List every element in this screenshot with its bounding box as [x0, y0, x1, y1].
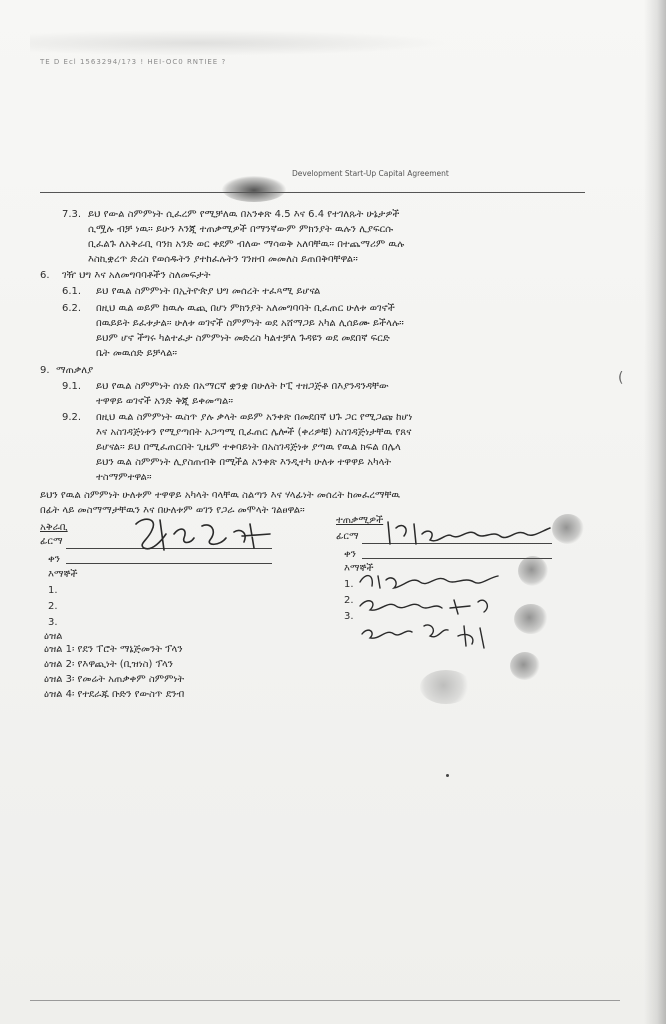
scan-speck — [446, 774, 449, 777]
beneficiaries-witness-2: 2. — [344, 595, 354, 606]
annex-item: ዕዝል 3፡ የመሬት አጠቃቀም ስምምነት — [44, 674, 185, 685]
clause-number: 6.2. — [62, 303, 82, 314]
clause-line: ይህም ሆኖ ችግሩ ካልተፈታ ስምምነት መድረስ ካልተቻለ ጉዳዩን ወደ መደበኛ ፍርድ — [96, 333, 390, 344]
supplier-witness-3: 3. — [48, 617, 58, 628]
witness-signatures — [354, 566, 514, 656]
thumbprint — [420, 670, 472, 704]
clause-line: ቤት መዉሰድ ይቻላል። — [96, 348, 178, 359]
section-title: ገዥ ህግ እና አለመግባባቶችን ስለመፍታት — [62, 270, 211, 281]
fax-smudge — [30, 30, 450, 56]
supplier-date-line — [66, 563, 272, 564]
clause-line: ይህ የውል ስምምነት ሲፈረም የሚቻለዉ በአንቀጽ 4.5 እና 6.4 የተገለጹት ሁኔታዎች — [88, 209, 400, 220]
clause-line: በዉይይት ይፈቱታል። ሁለቱ ወገኖች ስምምነት ወደ አሸማጋይ አካል ሊሰይሙ ይችላሉ። — [96, 318, 404, 329]
annex-item: ዕዝል 1፡ የደን ፐሮት ማኔጅመንት ፕላን — [44, 644, 183, 655]
annex-item: ዕዝል 4፡ የተደራጁ ቡድን የውስጥ ደንብ — [44, 689, 185, 700]
ink-blot — [222, 176, 286, 202]
closing-line: ይህን የዉል ስምምነት ሁለቱም ተዋዋይ አካላት ባላቸዉ ስልጣን እና ሃላፊነት መሰረት ከመፈረማቸዉ — [40, 490, 401, 501]
clause-line: ይሆናል። ይህ በሚፈጠርበት ጊዜም ተቀባይነት በአስገዳጅነቱ ያጣዉ የዉል ክፍል በሌላ — [96, 442, 401, 453]
beneficiaries-witness-label: እማኞች — [344, 563, 374, 574]
beneficiaries-sign-label: ፊርማ — [336, 531, 359, 542]
beneficiaries-witness-3: 3. — [344, 611, 354, 622]
clause-number: 6.1. — [62, 286, 82, 297]
clause-line: ቢፈልጉ ለአቅራቢ ባንክ አንድ ወር ቀደም ብለው ማሳወቅ አለባቸዉ። በተጨማሪም ዉሉ — [88, 239, 405, 250]
beneficiaries-label: ተጠቃሚዎች — [336, 515, 384, 526]
thumbprint — [552, 514, 584, 544]
supplier-witness-2: 2. — [48, 601, 58, 612]
fax-header-line: TE D Ecl 1563294/1?3 ! HEI-OC0 RNTIEE ? — [40, 58, 227, 66]
clause-line: በዚህ ዉል ስምምነት ዉስጥ ያሉ ቃላት ወይም አንቀጽ በመደበኛ ህጉ ጋር የሚጋጩ ከሆነ — [96, 412, 413, 423]
annex-item: ዕዝል 2፡ የእዋጪነት (ቢዝነስ) ፕላን — [44, 659, 174, 670]
supplier-signature — [130, 514, 280, 554]
supplier-sign-label: ፊርማ — [40, 536, 63, 547]
annex-title: ዕዝል — [44, 631, 63, 642]
clause-line: ይህ የዉል ስምምነት ሰነድ በአማርኛ ቋንቋ በሁለት ኮፒ ተዘጋጅቶ በእያንዳንዳቸው — [96, 381, 389, 392]
clause-line: ይህ የዉል ስምምነት በኢትዮጵያ ህግ መሰረት ተፈጻሚ ይሆናል — [96, 286, 321, 297]
clause-line: ተስማምተዋል። — [96, 472, 152, 483]
section-title: ማጠቃለያ — [56, 365, 94, 376]
thumbprint — [518, 556, 548, 586]
footer-rule — [30, 1000, 620, 1001]
section-number: 9. — [40, 365, 50, 376]
clause-number: 9.2. — [62, 412, 82, 423]
clause-line: በዚህ ዉል ወይም ከዉሉ ዉጪ በሆነ ምክንያት አለመግባባት ቢፈጠር ሁለቱ ወገኖች — [96, 303, 395, 314]
margin-mark: ( — [618, 370, 624, 386]
beneficiaries-signature — [380, 514, 560, 550]
clause-number: 9.1. — [62, 381, 82, 392]
clause-line: እስኪቋረጥ ድረስ የወሰዱትን ያተከፈሉትን ገንዘብ መመለስ ይጠበቅባቸዋል። — [88, 254, 358, 265]
supplier-witness-label: እማኞች — [48, 569, 78, 580]
page-edge-shadow — [644, 0, 666, 1024]
header-rule — [40, 192, 585, 193]
supplier-date-label: ቀን — [48, 554, 60, 565]
beneficiaries-date-label: ቀን — [344, 549, 356, 560]
clause-line: ሲሟሉ ብቻ ነዉ። ይሁን እንጂ ተጠቃሚዎች በማንኛውም ምክንያት ዉሉን ሊያፍርሱ — [88, 224, 394, 235]
clause-line: ይህን ዉል ስምምነት ሊያስጠብቅ በሚችል አንቀጽ እንዲተካ ሁለቱ ተዋዋይ አካላት — [96, 457, 392, 468]
clause-number: 7.3. — [62, 209, 82, 220]
supplier-witness-1: 1. — [48, 585, 58, 596]
section-number: 6. — [40, 270, 50, 281]
clause-line: ተዋዋይ ወገኖች አንድ ቅጂ ይቀመጣል። — [96, 396, 233, 407]
thumbprint — [514, 604, 548, 634]
clause-line: እና አስገዳጅነቱን የሚያጣበት አጋጣሚ ቢፈጠር ሌሎች (ቀሪዎቹ) አስገዳጅነታቸዉ የጸና — [96, 427, 412, 438]
supplier-label: አቅራቢ — [40, 522, 68, 533]
thumbprint — [510, 652, 540, 680]
closing-line: በፊት ላይ መስማማታቸዉን እና በሁለቱም ወገን የጋራ መሞላት ገልፀዋል። — [40, 505, 305, 516]
beneficiaries-witness-1: 1. — [344, 579, 354, 590]
document-title: Development Start-Up Capital Agreement — [292, 169, 449, 178]
